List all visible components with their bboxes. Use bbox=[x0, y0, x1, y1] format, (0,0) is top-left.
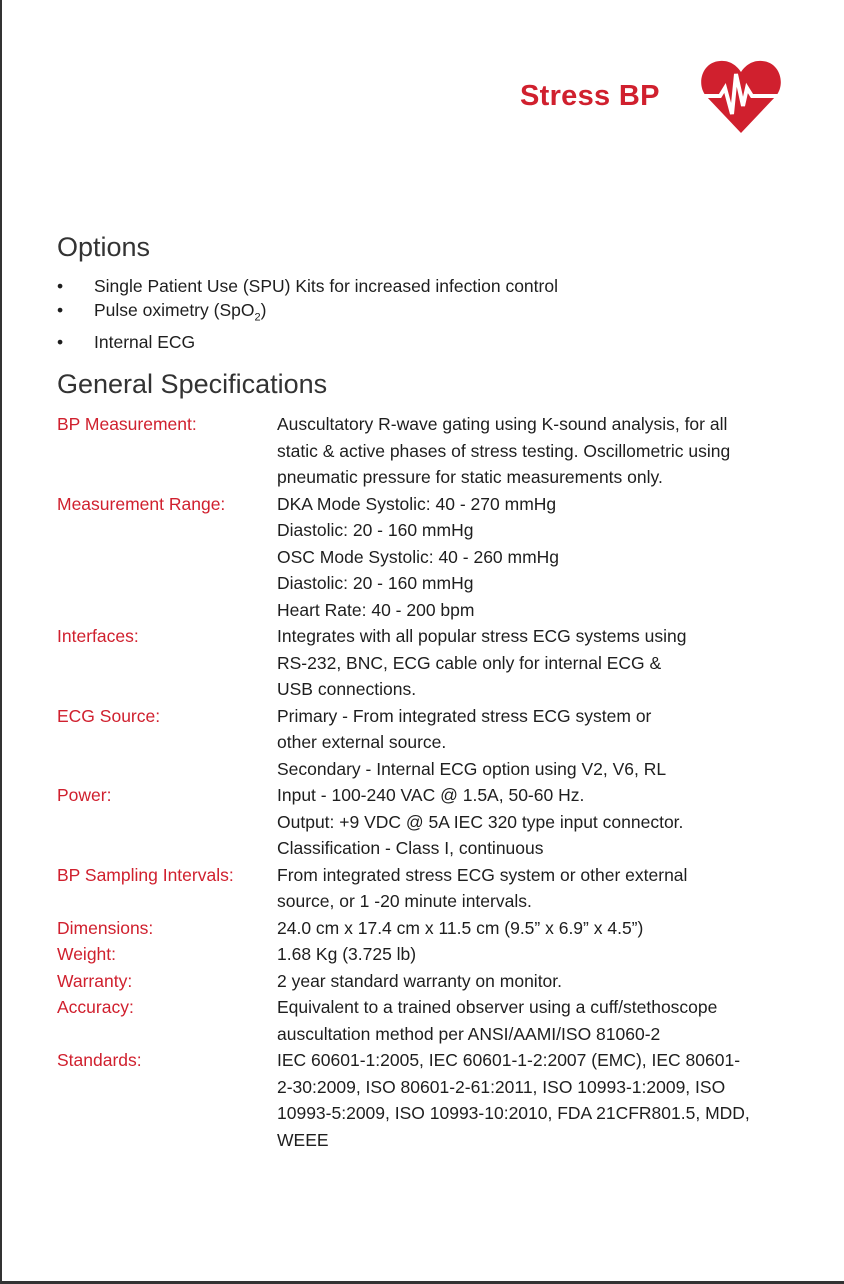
spec-value-line: Primary - From integrated stress ECG system or bbox=[277, 705, 652, 726]
spec-value-line: Input - 100-240 VAC @ 1.5A, 50-60 Hz. bbox=[277, 785, 585, 805]
spec-value-line: Auscultatory R-wave gating using K-sound analysis, for all bbox=[277, 414, 728, 434]
spec-value-line: 2-30:2009, ISO 80601-2-61:2011, ISO 10993-1:2009, ISO bbox=[277, 1076, 726, 1097]
spec-label: BP Measurement: bbox=[57, 414, 197, 434]
options-heading: Options bbox=[57, 232, 151, 262]
specs-table bbox=[57, 411, 797, 1153]
bullet: • bbox=[57, 276, 64, 296]
spec-value bbox=[277, 782, 797, 862]
heart-ecg-icon bbox=[700, 58, 782, 134]
spec-value-line: Integrates with all popular stress ECG systems using bbox=[277, 626, 687, 646]
spec-value-line: OSC Mode Systolic: 40 - 260 mmHg bbox=[277, 546, 560, 567]
spec-label: Interfaces: bbox=[57, 626, 139, 646]
spec-value bbox=[277, 1047, 797, 1153]
spec-value-line: USB connections. bbox=[277, 679, 417, 699]
spec-value-line: Heart Rate: 40 - 200 bpm bbox=[277, 599, 475, 620]
spec-row bbox=[57, 994, 797, 1047]
spec-value bbox=[277, 411, 797, 491]
spec-label: Accuracy: bbox=[57, 997, 134, 1017]
spec-value-line: RS-232, BNC, ECG cable only for internal ECG & bbox=[277, 652, 662, 673]
spec-value-line: 24.0 cm x 17.4 cm x 11.5 cm (9.5” x 6.9” x 4.5”) bbox=[277, 917, 644, 938]
spec-label: Measurement Range: bbox=[57, 493, 226, 514]
spec-value bbox=[277, 491, 797, 624]
bullet: • bbox=[57, 331, 64, 352]
spec-value bbox=[277, 915, 797, 942]
spec-value-line: pneumatic pressure for static measurements only. bbox=[277, 467, 663, 487]
spec-value-line: WEEE bbox=[277, 1129, 329, 1150]
list-item: • Internal ECG bbox=[57, 331, 196, 352]
spec-value-line: 1.68 Kg (3.725 lb) bbox=[277, 944, 417, 964]
spec-value-line: 10993-5:2009, ISO 10993-10:2010, FDA 21CFR801.5, MDD, bbox=[277, 1103, 750, 1123]
spec-row bbox=[57, 623, 797, 703]
spec-row bbox=[57, 968, 797, 995]
spec-label: ECG Source: bbox=[57, 705, 161, 726]
spec-value-line: Secondary - Internal ECG option using V2, V6, RL bbox=[277, 758, 667, 779]
spec-label: Standards: bbox=[57, 1050, 142, 1070]
spec-value-line: other external source. bbox=[277, 732, 447, 752]
list-item: • Pulse oximetry (SpO$_2$) bbox=[57, 300, 267, 324]
spec-row bbox=[57, 703, 797, 783]
options-list bbox=[57, 274, 558, 354]
spec-value-line: From integrated stress ECG system or other external bbox=[277, 864, 688, 885]
spec-value bbox=[277, 968, 797, 995]
spec-value-line: Equivalent to a trained observer using a cuff/stethoscope bbox=[277, 997, 718, 1017]
spec-label: BP Sampling Intervals: bbox=[57, 864, 234, 885]
spec-value bbox=[277, 623, 797, 703]
specs-heading: General Specifications bbox=[57, 369, 328, 399]
spec-value-line: Classification - Class I, continuous bbox=[277, 838, 544, 858]
spec-value bbox=[277, 703, 797, 783]
spec-row bbox=[57, 411, 797, 491]
spec-label: Dimensions: bbox=[57, 917, 154, 938]
spec-value-line: Diastolic: 20 - 160 mmHg bbox=[277, 520, 474, 540]
spec-value-line: Diastolic: 20 - 160 mmHg bbox=[277, 573, 474, 593]
spec-label: Warranty: bbox=[57, 970, 133, 991]
spec-value-line: auscultation method per ANSI/AAMI/ISO 81060-2 bbox=[277, 1023, 661, 1044]
spec-value bbox=[277, 862, 797, 915]
list-item: • Single Patient Use (SPU) Kits for increased infection control bbox=[57, 276, 558, 296]
spec-value-line: DKA Mode Systolic: 40 - 270 mmHg bbox=[277, 493, 557, 514]
spec-label: Power: bbox=[57, 785, 112, 805]
spec-value bbox=[277, 994, 797, 1047]
spec-row bbox=[57, 1047, 797, 1153]
spec-row bbox=[57, 491, 797, 624]
spec-value-line: Output: +9 VDC @ 5A IEC 320 type input connector. bbox=[277, 811, 684, 832]
spec-value-line: static & active phases of stress testing. Oscillometric using bbox=[277, 440, 731, 461]
bullet: • bbox=[57, 300, 64, 320]
spec-row bbox=[57, 941, 797, 968]
spec-value bbox=[277, 941, 797, 968]
spec-row bbox=[57, 862, 797, 915]
spec-value-line: 2 year standard warranty on monitor. bbox=[277, 970, 563, 991]
spec-label: Weight: bbox=[57, 944, 117, 964]
page-title: Stress BP bbox=[520, 80, 660, 112]
spec-value-line: source, or 1 -20 minute intervals. bbox=[277, 891, 532, 911]
spec-row bbox=[57, 782, 797, 862]
spec-value-line: IEC 60601-1:2005, IEC 60601-1-2:2007 (EMC), IEC 80601- bbox=[277, 1050, 741, 1070]
spec-row bbox=[57, 915, 797, 942]
